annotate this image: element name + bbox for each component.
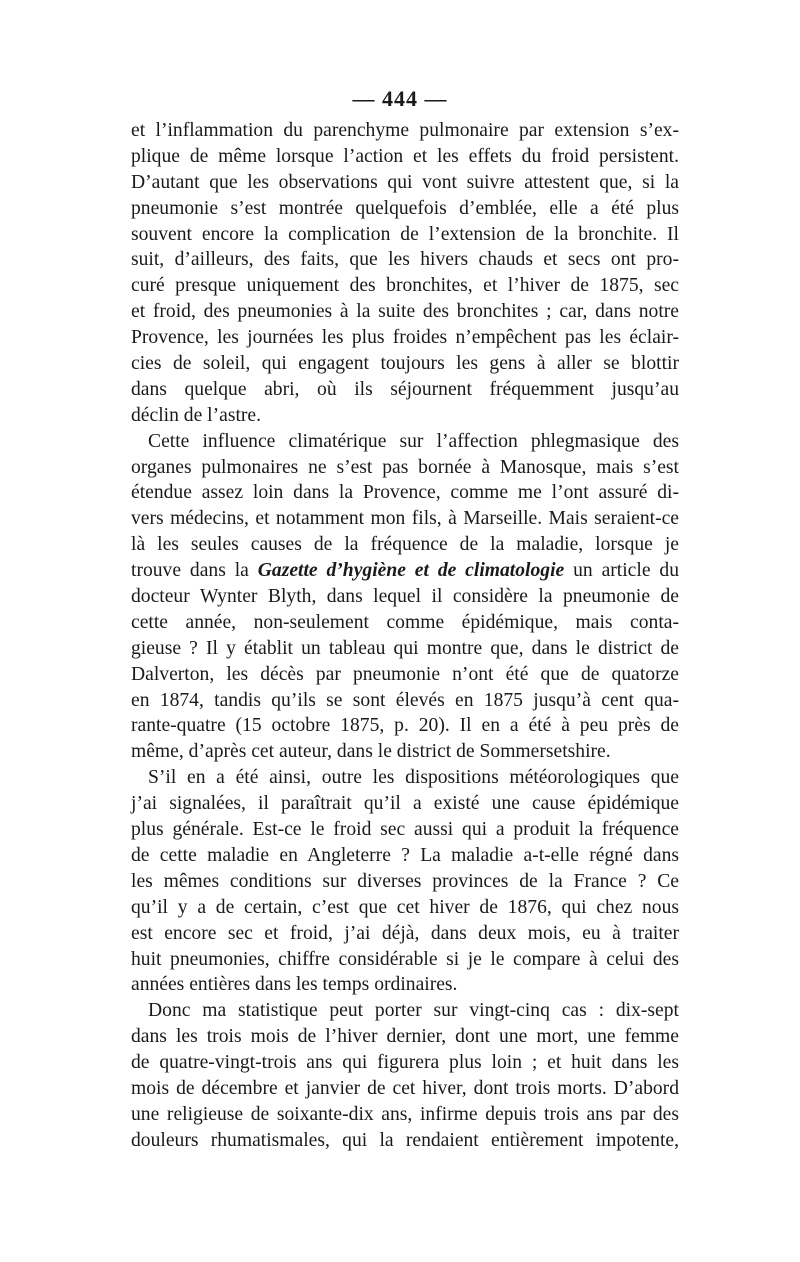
text-line: là les seules causes de la fréquence de la maladie, lorsque je: [131, 534, 679, 556]
text-line: étendue assez loin dans la Provence, comme me l’ont assuré di-: [131, 482, 679, 504]
text-line: huit pneumonies, chiffre considérable si je le compare à celui des: [131, 948, 679, 970]
text-line: de quatre-vingt-trois ans qui figurera plus loin ; et huit dans les: [131, 1052, 679, 1074]
text-line: S’il en a été ainsi, outre les dispositions météorologiques que: [148, 767, 679, 789]
text-line: dans quelque abri, où ils séjournent fréquemment jusqu’au: [131, 378, 679, 400]
text-line: de cette maladie en Angleterre ? La maladie a-t-elle régné dans: [131, 844, 679, 866]
text-line: douleurs rhumatismales, qui la rendaient entièrement impotente,: [131, 1129, 679, 1151]
text-line: en 1874, tandis qu’ils se sont élevés en 1875 jusqu’à cent qua-: [131, 689, 679, 711]
text-line: gieuse ? Il y établit un tableau qui montre que, dans le district de: [131, 637, 679, 659]
text-line: qu’il y a de certain, c’est que cet hiver de 1876, qui chez nous: [131, 896, 679, 918]
text-line: D’autant que les observations qui vont suivre attestent que, si la: [131, 171, 679, 193]
text-line: plique de même lorsque l’action et les effets du froid persistent.: [131, 145, 679, 167]
text-line: et froid, des pneumonies à la suite des bronchites ; car, dans notre: [131, 301, 679, 323]
text-line: mois de décembre et janvier de cet hiver, dont trois morts. D’abord: [131, 1077, 679, 1099]
text-line: cette année, non-seulement comme épidémique, mais conta-: [131, 611, 679, 633]
page-body: [131, 118, 679, 1154]
text-line: même, d’après cet auteur, dans le district de Sommersetshire.: [131, 741, 611, 763]
text-line: Donc ma statistique peut porter sur vingt-cinq cas : dix-sept: [148, 1000, 679, 1022]
text-line: déclin de l’astre.: [131, 404, 262, 426]
text-line: souvent encore la complication de l’extension de la bronchite. Il: [131, 223, 679, 245]
text-line: rante-quatre (15 octobre 1875, p. 20). Il en a été à peu près de: [131, 715, 679, 737]
text-line: trouve dans la Gazette d’hygiène et de climatologie un article du: [131, 560, 679, 582]
text-line: dans les trois mois de l’hiver dernier, dont une mort, une femme: [131, 1026, 679, 1048]
text-line: organes pulmonaires ne s’est pas bornée à Manosque, mais s’est: [131, 456, 679, 478]
text-line: est encore sec et froid, j’ai déjà, dans deux mois, eu à traiter: [131, 922, 679, 944]
text-line: plus générale. Est-ce le froid sec aussi qui a produit la fréquence: [131, 819, 679, 841]
text-line: curé presque uniquement des bronchites, et l’hiver de 1875, sec: [131, 275, 679, 297]
text-line: Provence, les journées les plus froides n’empêchent pas les éclair-: [131, 327, 679, 349]
text-line: j’ai signalées, il paraîtrait qu’il a existé une cause épidémique: [131, 793, 679, 815]
text-line: pneumonie s’est montrée quelquefois d’emblée, elle a été plus: [131, 197, 679, 219]
text-line: vers médecins, et notamment mon fils, à Marseille. Mais seraient-ce: [131, 508, 679, 530]
page-number: — 444 —: [352, 86, 448, 111]
text-line: une religieuse de soixante-dix ans, infirme depuis trois ans par des: [131, 1103, 679, 1125]
text-line: docteur Wynter Blyth, dans lequel il considère la pneumonie de: [131, 586, 679, 608]
text-line: cies de soleil, qui engagent toujours les gens à aller se blottir: [131, 353, 679, 375]
text-line: les mêmes conditions sur diverses provinces de la France ? Ce: [131, 870, 679, 892]
text-line: et l’inflammation du parenchyme pulmonaire par extension s’ex-: [131, 120, 679, 141]
text-line: Dalverton, les décès par pneumonie n’ont été que de quatorze: [131, 663, 679, 685]
text-line: années entières dans les temps ordinaires.: [131, 974, 458, 996]
text-line: Cette influence climatérique sur l’affection phlegmasique des: [148, 430, 679, 452]
text-line: suit, d’ailleurs, des faits, que les hivers chauds et secs ont pro-: [131, 249, 679, 271]
